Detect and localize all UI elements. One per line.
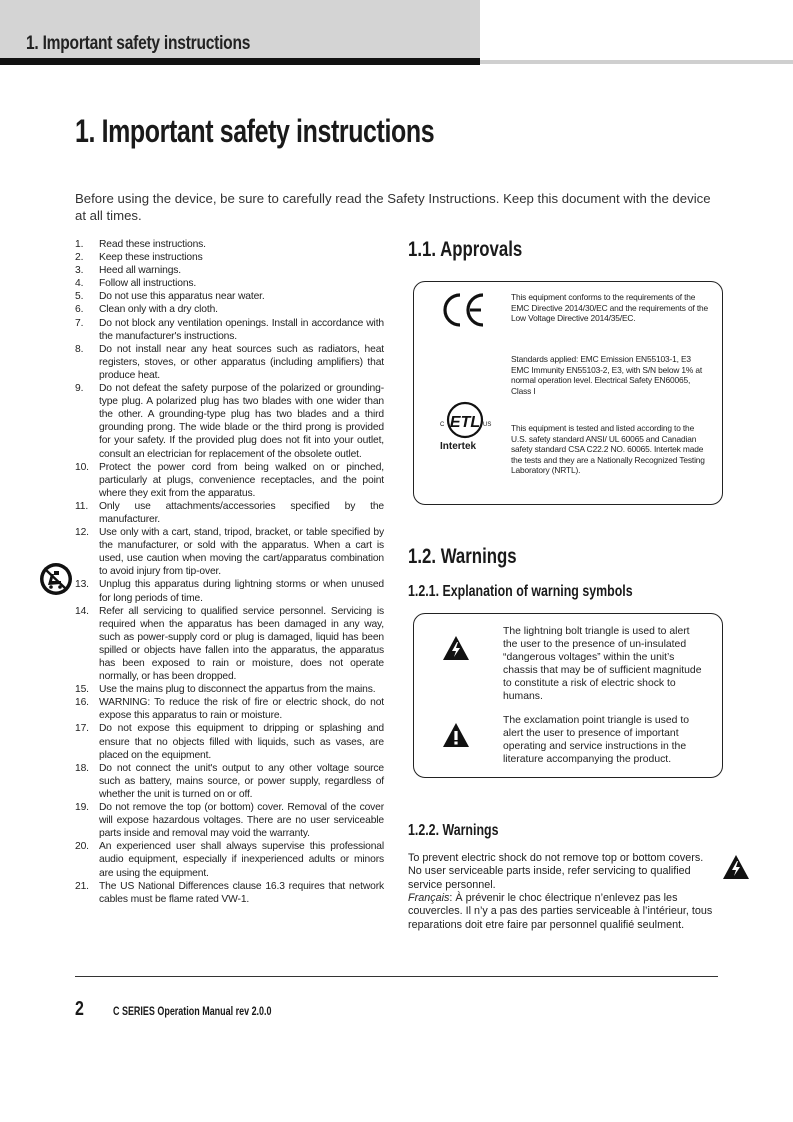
safety-item-text: Do not use this apparatus near water. [99,291,265,303]
ce-mark-logo [440,290,490,330]
safety-item-number: 3. [75,265,84,277]
footer-rule [75,976,718,977]
page-title: 1. Important safety instructions [75,113,435,149]
safety-item-text: The US National Differences clause 16.3 requires that network cables must be flame rated VW-1. [99,880,384,905]
safety-item-text: Protect the power cord from being walked on or pinched, particularly at plugs, convenience receptacles, and the point where they exit from the apparatus. [99,461,384,499]
footer-manual-title: C SERIES Operation Manual rev 2.0.0 [113,1006,272,1018]
safety-item-number: 9. [75,383,84,395]
etl-listed-logo [436,400,496,462]
exclamation-triangle-icon [442,722,470,748]
safety-item-number: 2. [75,252,84,264]
approvals-box [413,281,723,505]
safety-item-text: WARNING: To reduce the risk of fire or electric shock, do not expose this apparatus to rain or moisture. [99,697,384,722]
safety-item-number: 10. [75,461,89,473]
warnings-heading: 1.2. Warnings [408,545,517,568]
french-warning-body: : À prévenir le choc électrique n’enlevez pas les couvercles. Il n’y a pas des parties serviceable à l’intérieur, tous reparations doit etre faire par personnel qualifié seulment. [408,892,713,931]
safety-list-item [75,500,384,526]
safety-list-item [75,343,384,382]
safety-item-text: Follow all instructions. [99,278,197,290]
safety-item-text: Do not defeat the safety purpose of the polarized or grounding-type plug. A polarized plug has two blades with one wider than the other. A grounding-type plug has two blades and a third grounding prong. The wide blade or the third prong is provided for your safety. If the provided plug does not fit into your outlet, consult an electrician for replacement of the obsolete outlet. [99,383,384,460]
safety-list-item [75,578,384,604]
approvals-heading: 1.1. Approvals [408,238,523,261]
safety-item-text: Do not connect the unit's output to any other voltage source such as battery, mains source, or power supply, regardless of whether the unit is turned on or off. [99,762,384,800]
safety-item-number: 21. [75,880,89,892]
etl-listing-text: This equipment is tested and listed according to the U.S. safety standard ANSI/ UL 60065 and Canadian safety standard CSA C22.2 NO. 60065. Intertek made the tests and they are a Nationally Recognized Testing Laboratory (NRTL). [511,423,705,475]
safety-list-item [75,683,384,696]
safety-item-number: 19. [75,802,89,814]
safety-item-number: 6. [75,304,84,316]
warning-symbols-box [413,613,723,778]
warning-symbols-heading: 1.2.1. Explanation of warning symbols [408,583,633,600]
etl-us-text: US [483,422,492,428]
safety-item-text: Keep these instructions [99,252,203,264]
header-rule-light [480,60,793,64]
exclamation-symbol-text: The exclamation point triangle is used to alert the user to presence of important operating and service instructions in the literature accompanying the product. [503,715,689,765]
safety-item-number: 16. [75,697,89,709]
safety-item-number: 20. [75,841,89,853]
warnings-subheading: 1.2.2. Warnings [408,822,499,839]
warning-english-text: To prevent electric shock do not remove top or bottom covers. No user serviceable parts inside, refer servicing to qualified service personnel. [408,852,704,891]
safety-item-number: 11. [75,500,89,512]
safety-list-item [75,251,384,264]
safety-item-text: Unplug this apparatus during lightning storms or when unused for long periods of time. [99,579,384,604]
safety-list-item [75,382,384,461]
safety-item-text: Clean only with a dry cloth. [99,304,218,316]
page-header [0,0,793,66]
safety-item-number: 1. [75,239,84,250]
etl-c-text: C [440,422,445,428]
safety-item-text: Do not expose this equipment to dripping or splashing and ensure that no objects filled with liquids, such as vases, are placed on the equipment. [99,723,384,761]
lightning-symbol-text: The lightning bolt triangle is used to alert the user to the presence of un-insulated “dangerous voltages” within the unit’s chassis that may be of sufficient magnitude to constitute a risk of electric shock to humans. [503,626,702,702]
lightning-bolt-triangle-icon [442,635,470,661]
safety-item-number: 13. [75,579,89,591]
safety-item-text: An experienced user shall always supervise this professional audio equipment, especially if inexperienced adults or minors are using the equipment. [99,841,384,879]
safety-list-item [75,303,384,316]
safety-item-text: Read these instructions. [99,239,206,250]
lightning-bolt-triangle-icon [722,854,750,880]
safety-item-number: 15. [75,684,89,696]
etl-mark-text: ETL [449,414,481,431]
safety-list-item [75,264,384,277]
safety-list-item [75,840,384,879]
safety-item-text: Do not install near any heat sources such as radiators, heat registers, stoves, or other apparatus (including amplifiers) that produce heat. [99,343,384,381]
safety-list-item [75,238,384,251]
safety-item-text: Do not remove the top (or bottom) cover. Removal of the cover will expose hazardous voltages. There are no user serviceable parts inside and removal may void the warranty. [99,802,384,840]
safety-item-text: Use the mains plug to disconnect the appartus from the mains. [99,684,376,696]
ce-conformity-text: This equipment conforms to the requirements of the EMC Directive 2014/30/EC and the requirements of the Low Voltage Directive 2014/35/EC. [511,292,709,323]
safety-list-item [75,526,384,578]
safety-list-item [75,722,384,761]
safety-item-text: Do not block any ventilation openings. Install in accordance with the manufacturer's instructions. [99,317,384,342]
safety-item-number: 18. [75,762,89,774]
safety-item-number: 17. [75,723,89,735]
safety-list-item [75,317,384,343]
safety-list-item [75,290,384,303]
safety-list-item [75,461,384,500]
safety-instructions-list [75,238,384,906]
safety-item-number: 7. [75,317,84,329]
safety-item-number: 12. [75,527,89,539]
safety-list-item [75,696,384,722]
running-header-title: 1. Important safety instructions [26,33,251,54]
safety-item-number: 8. [75,343,84,355]
intro-paragraph: Before using the device, be sure to carefully read the Safety Instructions. Keep this document with the device at all times. [75,191,711,223]
safety-list-item [75,605,384,684]
safety-item-text: Use only with a cart, stand, tripod, bracket, or table specified by the manufacturer, or sold with the apparatus. When a cart is used, use caution when moving the cart/apparatus combination to avoid injury from tip-over. [99,527,384,578]
french-label: Français [408,892,450,904]
warning-french-text [408,892,728,932]
cart-tipover-warning-icon [39,562,73,596]
safety-item-number: 14. [75,605,89,617]
page-number: 2 [75,998,84,1020]
safety-item-text: Heed all warnings. [99,265,182,277]
safety-item-text: Only use attachments/accessories specified by the manufacturer. [99,500,384,525]
standards-applied-text: Standards applied: EMC Emission EN55103-1, E3 EMC Immunity EN55103-2, E3, with S/N below 1% at normal operation level. Electrical Safety EN60065, Class I [511,354,703,396]
safety-list-item [75,277,384,290]
safety-item-number: 4. [75,278,84,290]
safety-item-number: 5. [75,291,84,303]
safety-list-item [75,762,384,801]
safety-list-item [75,801,384,840]
intertek-label: Intertek [440,441,477,452]
header-rule-dark [0,58,480,65]
safety-list-item [75,880,384,906]
safety-item-text: Refer all servicing to qualified service personnel. Servicing is required when the apparatus has been damaged in any way, such as power-supply cord or plug is damaged, liquid has been spilled or objects have fallen into the apparatus, the apparatus has been exposed to rain or moisture, does not operate normally, or has been dropped. [99,605,384,683]
